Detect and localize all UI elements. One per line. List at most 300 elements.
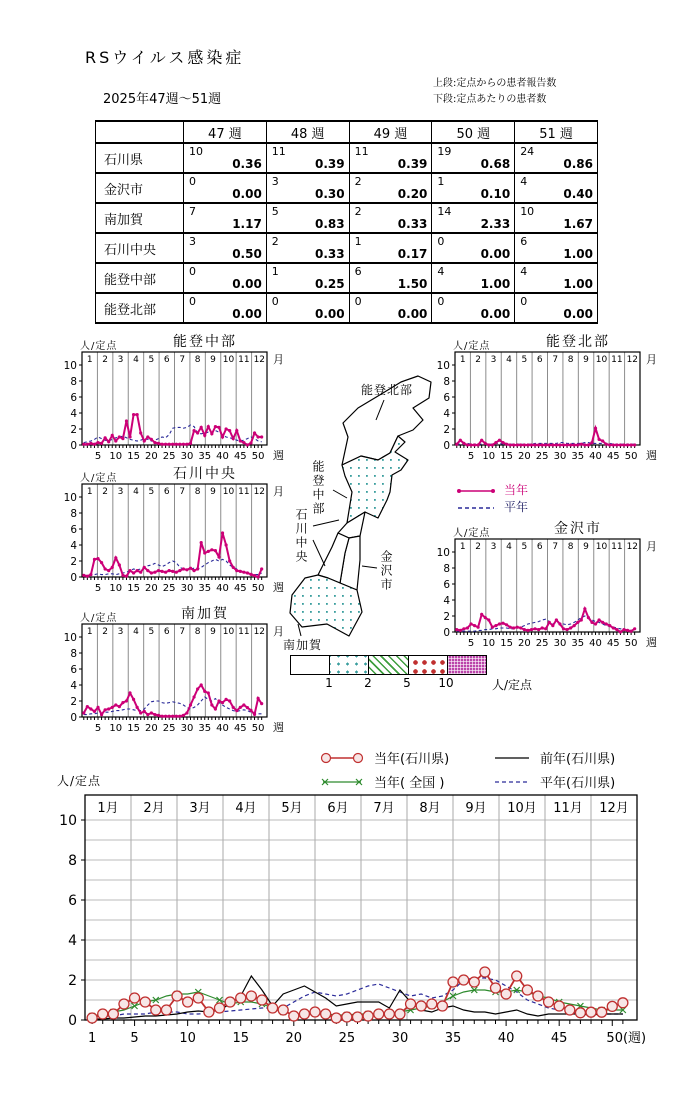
svg-text:週: 週 xyxy=(273,449,284,462)
col-header-week-1: 48 週 xyxy=(266,121,349,143)
svg-text:2: 2 xyxy=(70,556,77,568)
legend-current-ishikawa xyxy=(318,748,449,767)
density-scale-bar xyxy=(290,655,487,675)
svg-text:25: 25 xyxy=(338,1031,356,1046)
chart-svg-noto-hokubu xyxy=(433,350,683,464)
svg-text:9: 9 xyxy=(210,487,216,497)
svg-text:45: 45 xyxy=(233,451,247,462)
svg-text:40: 40 xyxy=(216,583,229,594)
svg-text:0: 0 xyxy=(70,572,77,584)
map-label-minami-kaga: 南加賀 xyxy=(283,638,323,652)
svg-text:45: 45 xyxy=(606,638,620,649)
svg-text:12: 12 xyxy=(253,487,266,497)
region-name-cell: 石川県 xyxy=(96,143,184,173)
svg-text:週: 週 xyxy=(646,636,657,649)
table-notes xyxy=(433,76,556,107)
patient-count: 0 xyxy=(437,295,445,308)
svg-text:6: 6 xyxy=(68,893,77,909)
svg-text:25: 25 xyxy=(162,451,176,462)
series-当年 xyxy=(84,685,262,716)
legend-label-current-national: 当年( 全国 ) xyxy=(374,776,445,791)
patient-count: 10 xyxy=(520,205,535,218)
bottom-chart-ylabel: 人/定点 xyxy=(57,774,102,788)
svg-text:1: 1 xyxy=(459,542,466,552)
svg-text:8: 8 xyxy=(194,487,201,497)
svg-text:6: 6 xyxy=(536,355,543,365)
svg-text:40: 40 xyxy=(589,638,602,649)
data-cell xyxy=(515,173,598,203)
data-cell xyxy=(432,143,515,173)
svg-text:10月: 10月 xyxy=(507,801,537,816)
svg-text:8: 8 xyxy=(443,563,450,575)
svg-text:2: 2 xyxy=(68,973,77,989)
data-cell xyxy=(184,293,267,323)
svg-text:10: 10 xyxy=(109,451,123,462)
period-subtitle: 2025年47週〜51週 xyxy=(103,92,222,107)
patient-count: 0 xyxy=(189,265,196,278)
series-当年 xyxy=(457,428,635,445)
svg-text:25: 25 xyxy=(162,723,176,734)
weekly-report-table xyxy=(95,120,598,324)
data-cell xyxy=(266,263,349,293)
region-name-cell: 能登中部 xyxy=(96,263,184,293)
svg-text:7: 7 xyxy=(179,627,186,637)
chart-title: 南加賀 xyxy=(181,606,229,622)
svg-text:25: 25 xyxy=(535,451,549,462)
svg-text:35: 35 xyxy=(571,451,585,462)
svg-text:9: 9 xyxy=(210,355,216,365)
svg-text:4: 4 xyxy=(133,355,139,365)
svg-text:10: 10 xyxy=(109,583,123,594)
per-sentinel-rate: 0.00 xyxy=(397,307,428,321)
per-sentinel-rate: 2.33 xyxy=(480,217,511,231)
per-sentinel-rate: 0.83 xyxy=(314,217,345,231)
scale-seg-1-2 xyxy=(329,656,368,674)
svg-text:35: 35 xyxy=(198,583,212,594)
svg-text:45: 45 xyxy=(233,723,247,734)
patient-count: 11 xyxy=(354,145,369,158)
patient-count: 4 xyxy=(437,265,445,278)
chart-svg-noto-chubu xyxy=(60,350,310,464)
svg-text:50: 50 xyxy=(251,451,265,462)
svg-text:10: 10 xyxy=(222,627,235,637)
average-line-sample xyxy=(455,503,497,513)
scale-tick-1: 1 xyxy=(325,676,333,690)
patient-count: 6 xyxy=(354,265,362,278)
patient-count: 14 xyxy=(437,205,452,218)
svg-text:1: 1 xyxy=(86,355,93,365)
svg-text:2: 2 xyxy=(70,696,77,708)
chart-svg-kanazawa xyxy=(433,537,683,651)
patient-count: 5 xyxy=(271,205,279,218)
navy-dashed-sample xyxy=(492,775,532,789)
svg-text:45: 45 xyxy=(550,1031,568,1046)
svg-text:9: 9 xyxy=(210,627,216,637)
svg-text:8: 8 xyxy=(567,542,574,552)
per-sentinel-rate: 0.00 xyxy=(232,277,262,291)
svg-text:10: 10 xyxy=(63,492,77,504)
svg-text:6: 6 xyxy=(70,392,77,404)
svg-text:25: 25 xyxy=(162,583,176,594)
data-cell xyxy=(349,143,432,173)
chart-svg-ishikawa-chuo xyxy=(60,482,310,596)
svg-text:10: 10 xyxy=(595,355,608,365)
svg-text:11: 11 xyxy=(238,487,250,497)
svg-text:4: 4 xyxy=(443,595,450,607)
per-sentinel-rate: 0.33 xyxy=(397,217,428,231)
col-header-week-0: 47 週 xyxy=(184,121,267,143)
svg-text:6: 6 xyxy=(70,524,77,536)
svg-text:9: 9 xyxy=(583,355,589,365)
page-title: RSウイルス感染症 xyxy=(85,48,245,67)
svg-text:4: 4 xyxy=(68,933,77,949)
per-sentinel-rate: 0.68 xyxy=(480,157,511,171)
svg-text:2月: 2月 xyxy=(143,801,165,816)
svg-text:15: 15 xyxy=(500,638,513,649)
svg-text:40: 40 xyxy=(216,723,229,734)
svg-text:2: 2 xyxy=(102,627,108,637)
data-cell xyxy=(515,233,598,263)
map-label-noto-chubu: 能登中部 xyxy=(311,460,325,516)
legend-average-label: 平年 xyxy=(504,500,529,514)
data-cell xyxy=(432,233,515,263)
svg-text:30: 30 xyxy=(391,1031,409,1046)
svg-text:8: 8 xyxy=(567,355,574,365)
svg-text:8: 8 xyxy=(70,376,77,388)
per-sentinel-rate: 0.00 xyxy=(232,307,262,321)
chart-noto-chubu xyxy=(60,333,310,468)
data-cell xyxy=(515,293,598,323)
svg-text:3: 3 xyxy=(117,487,124,497)
scale-tick-2: 2 xyxy=(364,676,372,690)
svg-text:20: 20 xyxy=(145,451,158,462)
per-sentinel-rate: 0.00 xyxy=(480,307,511,321)
chart-ylabel: 人/定点 xyxy=(80,613,118,624)
svg-text:4: 4 xyxy=(70,540,77,552)
svg-text:40: 40 xyxy=(497,1031,515,1046)
per-sentinel-rate: 0.25 xyxy=(314,277,345,291)
legend-current-label: 当年 xyxy=(504,483,529,497)
svg-text:10: 10 xyxy=(109,723,123,734)
svg-text:40: 40 xyxy=(589,451,602,462)
svg-text:3: 3 xyxy=(117,627,124,637)
svg-text:11: 11 xyxy=(611,355,623,365)
note-upper: 上段:定点からの患者報告数 xyxy=(433,78,557,89)
svg-text:5: 5 xyxy=(130,1031,139,1046)
svg-text:5: 5 xyxy=(94,583,102,594)
legend-label-current-ishikawa: 当年(石川県) xyxy=(374,752,450,767)
svg-text:3: 3 xyxy=(490,542,497,552)
svg-text:2: 2 xyxy=(475,355,481,365)
svg-text:0: 0 xyxy=(70,712,77,724)
table-row xyxy=(96,203,598,233)
chart-ylabel: 人/定点 xyxy=(80,341,118,352)
svg-text:25: 25 xyxy=(535,638,549,649)
scale-tick-10: 10 xyxy=(438,676,454,690)
svg-text:30: 30 xyxy=(553,638,567,649)
data-cell xyxy=(349,173,432,203)
svg-text:40: 40 xyxy=(216,451,229,462)
svg-text:月: 月 xyxy=(273,353,284,366)
per-sentinel-rate: 0.00 xyxy=(232,187,262,201)
patient-count: 0 xyxy=(354,295,362,308)
data-cell xyxy=(184,143,267,173)
svg-text:2: 2 xyxy=(475,542,481,552)
region-name-cell: 石川中央 xyxy=(96,233,184,263)
svg-text:0: 0 xyxy=(68,1013,77,1029)
svg-text:15: 15 xyxy=(232,1031,250,1046)
svg-text:8: 8 xyxy=(194,627,201,637)
data-cell xyxy=(515,143,598,173)
patient-count: 4 xyxy=(520,265,528,278)
svg-text:6: 6 xyxy=(443,392,450,404)
per-sentinel-rate: 0.39 xyxy=(397,157,428,171)
chart-kanazawa xyxy=(433,520,683,655)
scale-seg-under-1 xyxy=(291,656,329,674)
svg-text:4月: 4月 xyxy=(235,801,257,816)
per-sentinel-rate: 0.40 xyxy=(563,187,593,201)
svg-text:8: 8 xyxy=(70,508,77,520)
svg-text:週: 週 xyxy=(646,449,657,462)
svg-text:月: 月 xyxy=(646,353,657,366)
svg-text:10: 10 xyxy=(222,355,235,365)
svg-text:30: 30 xyxy=(553,451,567,462)
red-circle-line-sample xyxy=(318,751,366,765)
col-header-week-4: 51 週 xyxy=(515,121,598,143)
svg-text:7: 7 xyxy=(552,542,559,552)
svg-text:1月: 1月 xyxy=(97,801,119,816)
svg-text:月: 月 xyxy=(273,625,284,638)
patient-count: 4 xyxy=(520,175,528,188)
chart-ylabel: 人/定点 xyxy=(453,528,491,539)
svg-text:10: 10 xyxy=(595,542,608,552)
svg-text:10: 10 xyxy=(63,360,77,372)
per-sentinel-rate: 1.50 xyxy=(397,277,428,291)
patient-count: 6 xyxy=(520,235,528,248)
svg-text:8: 8 xyxy=(443,376,450,388)
svg-text:5月: 5月 xyxy=(281,801,303,816)
svg-text:6: 6 xyxy=(163,355,170,365)
svg-text:50: 50 xyxy=(251,723,265,734)
chart-ylabel: 人/定点 xyxy=(453,341,491,352)
table-row xyxy=(96,143,598,173)
green-x-line-sample xyxy=(318,775,366,789)
svg-text:7月: 7月 xyxy=(373,801,395,816)
chart-svg-minami-kaga xyxy=(60,622,310,736)
svg-text:5: 5 xyxy=(521,355,528,365)
svg-text:2: 2 xyxy=(70,424,77,436)
per-sentinel-rate: 0.36 xyxy=(232,157,262,171)
data-cell xyxy=(184,173,267,203)
svg-text:5: 5 xyxy=(521,542,528,552)
per-sentinel-rate: 0.33 xyxy=(314,247,345,261)
svg-text:5: 5 xyxy=(94,451,102,462)
patient-count: 0 xyxy=(271,295,279,308)
svg-text:50(週): 50(週) xyxy=(606,1031,647,1046)
svg-text:8月: 8月 xyxy=(419,801,441,816)
svg-text:20: 20 xyxy=(285,1031,303,1046)
svg-text:4: 4 xyxy=(133,487,139,497)
table-row xyxy=(96,173,598,203)
col-header-week-2: 49 週 xyxy=(349,121,432,143)
svg-text:4: 4 xyxy=(133,627,139,637)
svg-text:10: 10 xyxy=(436,360,450,372)
svg-text:50: 50 xyxy=(624,638,638,649)
svg-text:15: 15 xyxy=(127,583,140,594)
col-header-week-3: 50 週 xyxy=(432,121,515,143)
svg-text:月: 月 xyxy=(646,540,657,553)
svg-text:4: 4 xyxy=(506,542,512,552)
svg-text:6: 6 xyxy=(536,542,543,552)
chart-ylabel: 人/定点 xyxy=(80,473,118,484)
svg-text:8: 8 xyxy=(194,355,201,365)
legend-label-average-year: 平年(石川県) xyxy=(540,776,616,791)
patient-count: 10 xyxy=(189,145,203,158)
svg-text:12: 12 xyxy=(626,542,639,552)
patient-count: 0 xyxy=(189,175,196,188)
svg-text:12: 12 xyxy=(626,355,639,365)
scale-seg-5-10 xyxy=(408,656,447,674)
data-cell xyxy=(184,233,267,263)
per-sentinel-rate: 0.00 xyxy=(314,307,345,321)
svg-text:0: 0 xyxy=(443,440,450,452)
svg-text:10: 10 xyxy=(63,632,77,644)
svg-text:3: 3 xyxy=(117,355,124,365)
svg-text:45: 45 xyxy=(606,451,620,462)
svg-text:30: 30 xyxy=(180,451,194,462)
data-cell xyxy=(184,263,267,293)
svg-text:月: 月 xyxy=(273,485,284,498)
svg-text:3月: 3月 xyxy=(189,801,211,816)
region-name-cell: 南加賀 xyxy=(96,203,184,233)
black-line-sample xyxy=(492,751,532,765)
data-cell xyxy=(349,203,432,233)
patient-count: 24 xyxy=(520,145,535,158)
svg-text:12月: 12月 xyxy=(599,801,629,816)
per-sentinel-rate: 0.86 xyxy=(563,157,593,171)
data-cell xyxy=(266,233,349,263)
svg-text:4: 4 xyxy=(70,408,77,420)
svg-text:11月: 11月 xyxy=(553,801,583,816)
data-cell xyxy=(349,233,432,263)
per-sentinel-rate: 1.17 xyxy=(232,217,262,231)
svg-text:5: 5 xyxy=(467,451,475,462)
svg-text:1: 1 xyxy=(87,1031,97,1046)
svg-text:8: 8 xyxy=(68,853,77,869)
svg-text:0: 0 xyxy=(70,440,77,452)
data-cell xyxy=(266,143,349,173)
per-sentinel-rate: 0.39 xyxy=(314,157,345,171)
svg-text:6: 6 xyxy=(163,627,170,637)
svg-text:9月: 9月 xyxy=(465,801,487,816)
svg-text:50: 50 xyxy=(251,583,265,594)
per-sentinel-rate: 1.00 xyxy=(563,247,593,261)
svg-text:12: 12 xyxy=(253,355,266,365)
series-当年 xyxy=(84,415,262,445)
region-name-cell: 能登北部 xyxy=(96,293,184,323)
svg-text:2: 2 xyxy=(443,611,450,623)
table-row xyxy=(96,293,598,323)
patient-count: 1 xyxy=(354,235,362,248)
svg-text:45: 45 xyxy=(233,583,247,594)
data-cell xyxy=(266,203,349,233)
svg-text:週: 週 xyxy=(273,581,284,594)
patient-count: 2 xyxy=(271,235,279,248)
table-header-row xyxy=(96,121,598,143)
map-label-kanazawa: 金沢市 xyxy=(379,550,393,592)
svg-text:15: 15 xyxy=(127,723,140,734)
scale-tick-5: 5 xyxy=(403,676,411,690)
map-label-noto-hokubu: 能登北部 xyxy=(361,383,414,397)
svg-text:35: 35 xyxy=(198,723,212,734)
chart-noto-hokubu xyxy=(433,333,683,468)
per-sentinel-rate: 1.00 xyxy=(563,277,593,291)
svg-text:6: 6 xyxy=(163,487,170,497)
svg-text:5: 5 xyxy=(467,638,475,649)
patient-count: 0 xyxy=(520,295,528,308)
per-sentinel-rate: 0.10 xyxy=(480,187,511,201)
data-cell xyxy=(432,173,515,203)
data-cell xyxy=(432,263,515,293)
region-name-cell: 金沢市 xyxy=(96,173,184,203)
svg-text:35: 35 xyxy=(444,1031,462,1046)
patient-count: 2 xyxy=(354,175,362,188)
svg-text:1: 1 xyxy=(86,627,93,637)
svg-text:9: 9 xyxy=(583,542,589,552)
svg-text:30: 30 xyxy=(180,723,194,734)
chart-minami-kaga xyxy=(60,605,310,740)
map-label-ishikawa-chuo: 石川中央 xyxy=(294,508,308,564)
data-cell xyxy=(349,293,432,323)
data-cell xyxy=(515,263,598,293)
svg-text:15: 15 xyxy=(127,451,140,462)
svg-text:20: 20 xyxy=(145,723,158,734)
patient-count: 2 xyxy=(354,205,362,218)
per-sentinel-rate: 0.00 xyxy=(480,247,511,261)
svg-text:7: 7 xyxy=(552,355,559,365)
svg-text:0: 0 xyxy=(443,627,450,639)
scale-seg-over-10 xyxy=(447,656,486,674)
patient-count: 0 xyxy=(189,295,196,308)
svg-text:2: 2 xyxy=(102,487,108,497)
svg-text:10: 10 xyxy=(222,487,235,497)
chart-title: 能登北部 xyxy=(546,334,610,350)
svg-text:10: 10 xyxy=(482,638,496,649)
patient-count: 3 xyxy=(271,175,279,188)
region-chart-legend xyxy=(455,482,528,516)
svg-text:4: 4 xyxy=(70,680,77,692)
svg-text:7: 7 xyxy=(179,355,186,365)
svg-text:50: 50 xyxy=(624,451,638,462)
svg-text:20: 20 xyxy=(518,638,531,649)
note-lower: 下段:定点あたりの患者数 xyxy=(433,93,547,105)
chart-title: 石川中央 xyxy=(173,466,237,482)
prefecture-weekly-chart xyxy=(40,788,680,1053)
svg-text:10: 10 xyxy=(59,813,77,829)
svg-text:11: 11 xyxy=(611,542,623,552)
svg-text:4: 4 xyxy=(443,408,450,420)
per-sentinel-rate: 0.30 xyxy=(314,187,345,201)
table-row xyxy=(96,233,598,263)
svg-text:5: 5 xyxy=(148,355,155,365)
svg-text:5: 5 xyxy=(148,627,155,637)
svg-text:1: 1 xyxy=(86,487,93,497)
svg-text:20: 20 xyxy=(145,583,158,594)
svg-text:11: 11 xyxy=(238,627,250,637)
current-year-line-sample xyxy=(455,486,497,496)
per-sentinel-rate: 0.50 xyxy=(232,247,262,261)
svg-text:2: 2 xyxy=(102,355,108,365)
